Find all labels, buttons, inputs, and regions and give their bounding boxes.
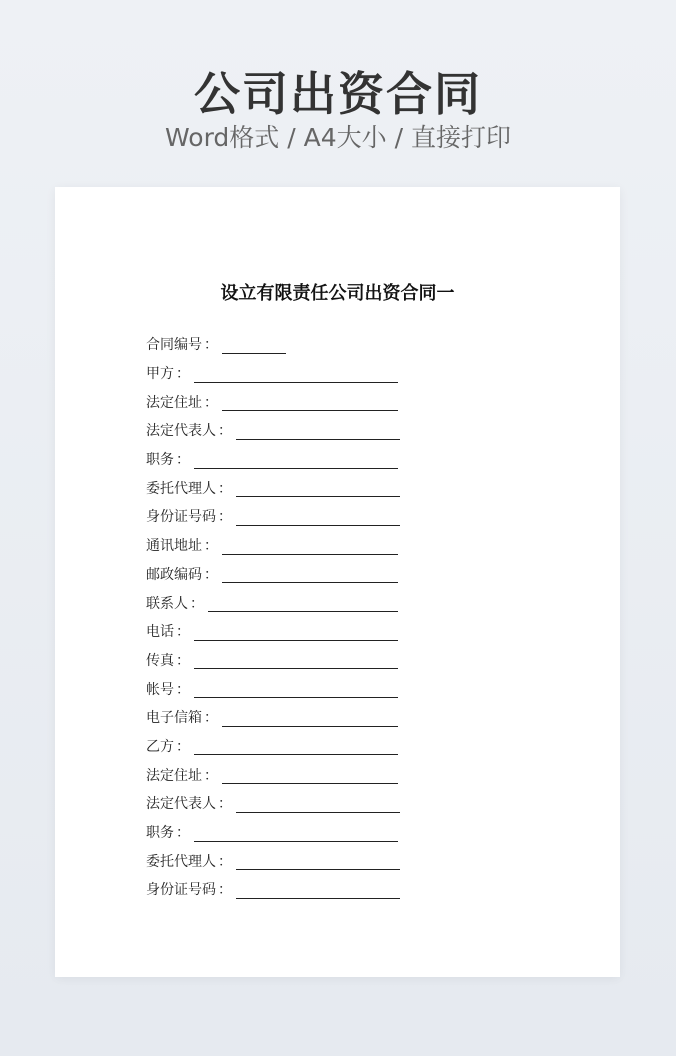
field-label: 身份证号码 [146,882,216,899]
form-field-row [146,760,400,789]
fill-in-blank-line [222,339,286,354]
fill-in-blank-line [236,798,400,813]
field-label: 帐号 [146,681,174,698]
field-label: 委托代理人 [146,853,216,870]
field-label: 联系人 [146,595,188,612]
field-colon: ： [218,509,232,526]
form-field-row [146,789,400,818]
fill-in-blank-line [222,396,398,411]
form-field-row [146,588,400,617]
field-label: 法定代表人 [146,796,216,813]
form-field-row [146,646,400,675]
fill-in-blank-line [208,597,398,612]
fill-in-blank-line [222,712,398,727]
field-colon: ： [218,853,232,870]
fill-in-blank-line [194,454,398,469]
field-colon: ： [176,738,190,755]
form-field-row [146,502,400,531]
fill-in-blank-line [222,568,398,583]
field-colon: ： [218,882,232,899]
field-colon: ： [176,452,190,469]
page-title: 公司出资合同 [194,67,482,121]
field-colon: ： [176,825,190,842]
field-colon: ： [218,480,232,497]
field-colon: ： [204,538,218,555]
form-field-row [146,732,400,761]
field-colon: ： [176,624,190,641]
field-colon: ： [204,394,218,411]
field-colon: ： [176,366,190,383]
field-label: 法定住址 [146,767,202,784]
fill-in-blank-line [236,425,400,440]
field-label: 职务 [146,825,174,842]
document-title: 设立有限责任公司出资合同一 [220,283,455,304]
fill-in-blank-line [194,827,398,842]
field-colon: ： [204,337,218,354]
field-label: 邮政编码 [146,566,202,583]
field-colon: ： [204,767,218,784]
field-colon: ： [204,710,218,727]
form-field-row [146,445,400,474]
field-label: 乙方 [146,738,174,755]
fill-in-blank-line [236,482,400,497]
form-field-row [146,674,400,703]
page-subtitle: Word格式 / A4大小 / 直接打印 [165,123,511,152]
field-label: 职务 [146,452,174,469]
fill-in-blank-line [194,626,398,641]
form-field-row [146,531,400,560]
field-colon: ： [176,652,190,669]
form-field-row [146,359,400,388]
field-label: 委托代理人 [146,480,216,497]
form-field-row [146,473,400,502]
field-label: 合同编号 [146,337,202,354]
field-label: 法定代表人 [146,423,216,440]
fill-in-blank-line [194,740,398,755]
form-field-row [146,330,400,359]
form-field-row [146,875,400,904]
field-label: 电子信箱 [146,710,202,727]
field-label: 甲方 [146,366,174,383]
field-colon: ： [204,566,218,583]
fill-in-blank-line [236,511,400,526]
field-colon: ： [218,423,232,440]
fill-in-blank-line [194,654,398,669]
fill-in-blank-line [236,884,400,899]
field-colon: ： [176,681,190,698]
field-label: 电话 [146,624,174,641]
form-field-row [146,703,400,732]
fill-in-blank-line [222,769,398,784]
form-field-row [146,846,400,875]
field-label: 法定住址 [146,394,202,411]
fill-in-blank-line [194,683,398,698]
field-label: 身份证号码 [146,509,216,526]
field-label: 传真 [146,652,174,669]
fill-in-blank-line [222,540,398,555]
form-field-row [146,560,400,589]
field-label: 通讯地址 [146,538,202,555]
field-colon: ： [218,796,232,813]
field-colon: ： [190,595,204,612]
form-field-list [146,330,400,904]
form-field-row [146,818,400,847]
fill-in-blank-line [236,855,400,870]
form-field-row [146,617,400,646]
fill-in-blank-line [194,368,398,383]
form-field-row [146,416,400,445]
form-field-row [146,387,400,416]
